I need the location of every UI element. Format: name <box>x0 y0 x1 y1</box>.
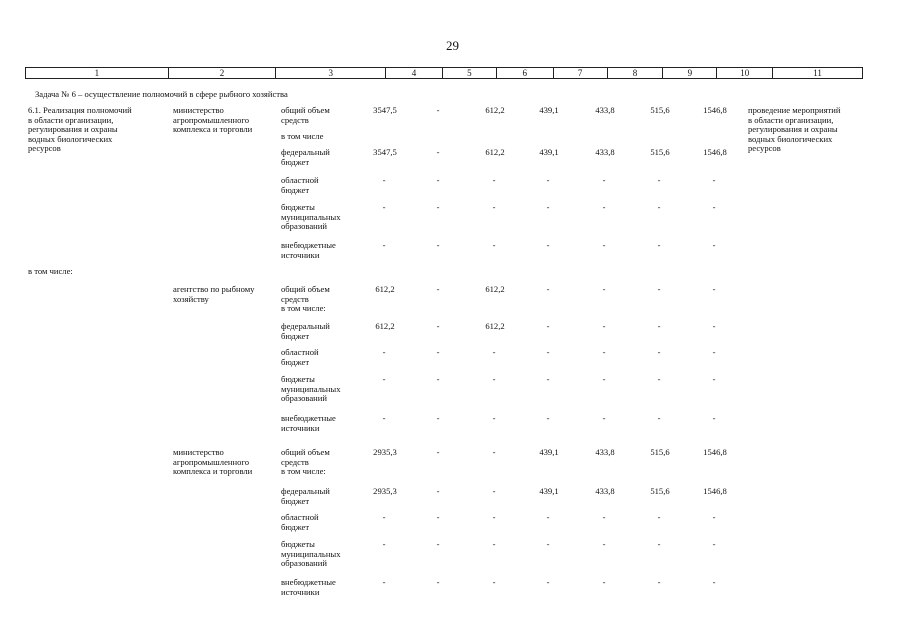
header-col-1: 1 <box>94 68 100 78</box>
result-line: проведение мероприятий <box>748 105 841 115</box>
header-col-4: 4 <box>385 68 442 78</box>
value-cell: 433,8 <box>595 447 615 457</box>
value-cell: - <box>602 202 606 212</box>
value-cell: 3547,5 <box>373 105 397 115</box>
value-cell: - <box>436 413 440 423</box>
value-cell: - <box>602 284 606 294</box>
row-label-line: внебюджетные <box>281 413 336 423</box>
value-cell: - <box>436 321 440 331</box>
value-cell: 1546,8 <box>703 486 727 496</box>
value-cell: - <box>382 413 386 423</box>
value-cell: - <box>492 240 496 250</box>
value-cell: - <box>382 577 386 587</box>
row-label-line: средств <box>281 114 309 125</box>
row-label-line: областной <box>281 512 319 522</box>
value-cell: - <box>657 539 661 549</box>
executor-line: агентство по рыбному <box>173 284 255 294</box>
row-label-line: в том числе <box>281 131 324 141</box>
row-label-line: средств <box>281 293 309 304</box>
row-label-line: областной <box>281 347 319 357</box>
value-cell: 515,6 <box>650 486 670 496</box>
row-label-line: в том числе: <box>281 466 326 477</box>
value-cell: 2935,3 <box>373 447 397 457</box>
value-cell: 612,2 <box>485 284 505 294</box>
value-cell: 2935,3 <box>373 486 397 496</box>
row-label-line: бюджеты <box>281 374 315 384</box>
value-cell: - <box>436 512 440 522</box>
row-label-line: общий объем <box>281 284 330 294</box>
header-col-7: 7 <box>553 68 607 78</box>
value-cell: - <box>546 374 550 384</box>
row-label-line: бюджет <box>281 156 310 167</box>
activity-line: в области организации, <box>28 114 114 125</box>
value-cell: - <box>546 175 550 185</box>
header-col-3: 3 <box>275 68 385 78</box>
value-cell: - <box>712 321 716 331</box>
value-cell: - <box>546 512 550 522</box>
value-cell: 515,6 <box>650 147 670 157</box>
value-cell: - <box>712 577 716 587</box>
value-cell: - <box>712 512 716 522</box>
row-label-line: бюджет <box>281 521 310 532</box>
value-cell: - <box>382 374 386 384</box>
value-cell: - <box>382 240 386 250</box>
value-cell: - <box>492 447 496 457</box>
row-label-line: бюджеты <box>281 202 315 212</box>
row-label-line: федеральный <box>281 147 330 157</box>
header-col-6: 6 <box>496 68 553 78</box>
value-cell: - <box>657 512 661 522</box>
value-cell: 612,2 <box>375 321 395 331</box>
value-cell: - <box>546 347 550 357</box>
value-cell: - <box>546 577 550 587</box>
value-cell: - <box>546 413 550 423</box>
in-that-number-label: в том числе: <box>28 266 73 276</box>
value-cell: - <box>436 175 440 185</box>
value-cell: - <box>657 577 661 587</box>
row-label-line: федеральный <box>281 321 330 331</box>
value-cell: - <box>492 347 496 357</box>
row-label-line: образований <box>281 393 327 404</box>
row-label-line: общий объем <box>281 105 330 115</box>
row-label-line: в том числе: <box>281 303 326 314</box>
value-cell: - <box>436 240 440 250</box>
row-label-line: бюджет <box>281 356 310 367</box>
value-cell: - <box>436 539 440 549</box>
value-cell: 1546,8 <box>703 447 727 457</box>
value-cell: - <box>436 105 440 115</box>
value-cell: - <box>382 539 386 549</box>
value-cell: - <box>382 512 386 522</box>
value-cell: - <box>602 321 606 331</box>
row-label-line: внебюджетные <box>281 577 336 587</box>
row-label-line: источники <box>281 586 320 597</box>
row-label-line: бюджет <box>281 330 310 341</box>
row-label-line: бюджет <box>281 495 310 506</box>
value-cell: - <box>492 539 496 549</box>
row-label-line: общий объем <box>281 447 330 457</box>
row-label-line: областной <box>281 175 319 185</box>
value-cell: - <box>546 321 550 331</box>
row-label-line: образований <box>281 221 327 232</box>
value-cell: 612,2 <box>485 321 505 331</box>
value-cell: - <box>492 486 496 496</box>
value-cell: 3547,5 <box>373 147 397 157</box>
value-cell: - <box>546 539 550 549</box>
activity-line: регулирования и охраны <box>28 124 118 135</box>
value-cell: - <box>492 175 496 185</box>
executor-line: комплекса и торговли <box>173 466 253 477</box>
value-cell: 1546,8 <box>703 147 727 157</box>
value-cell: - <box>712 202 716 212</box>
value-cell: - <box>602 413 606 423</box>
value-cell: - <box>546 284 550 294</box>
value-cell: - <box>436 374 440 384</box>
header-col-10: 10 <box>716 68 772 78</box>
result-line: ресурсов <box>748 143 781 154</box>
row-label-line: муниципальных <box>281 548 341 559</box>
value-cell: - <box>382 175 386 185</box>
row-label-line: федеральный <box>281 486 330 496</box>
executor-line: министерство <box>173 447 224 457</box>
row-label-line: средств <box>281 456 309 467</box>
result-line: регулирования и охраны <box>748 124 838 135</box>
header-col-5: 5 <box>442 68 496 78</box>
header-col-11: 11 <box>772 68 862 78</box>
value-cell: - <box>712 175 716 185</box>
value-cell: - <box>657 374 661 384</box>
value-cell: - <box>436 284 440 294</box>
table-header <box>25 67 863 79</box>
executor-line: агропромышленного <box>173 114 249 125</box>
executor-line: агропромышленного <box>173 456 249 467</box>
value-cell: - <box>436 486 440 496</box>
row-label-line: внебюджетные <box>281 240 336 250</box>
value-cell: - <box>602 347 606 357</box>
header-col-2: 2 <box>168 68 276 78</box>
value-cell: - <box>602 175 606 185</box>
value-cell: 612,2 <box>485 147 505 157</box>
value-cell: 515,6 <box>650 105 670 115</box>
row-label-line: бюджет <box>281 184 310 195</box>
executor-line: комплекса и торговли <box>173 124 253 135</box>
value-cell: - <box>657 284 661 294</box>
value-cell: - <box>657 321 661 331</box>
value-cell: - <box>492 202 496 212</box>
result-line: водных биологических <box>748 133 833 144</box>
value-cell: - <box>657 202 661 212</box>
value-cell: - <box>436 202 440 212</box>
value-cell: - <box>712 413 716 423</box>
row-label-line: муниципальных <box>281 211 341 222</box>
value-cell: - <box>436 147 440 157</box>
value-cell: - <box>546 202 550 212</box>
value-cell: - <box>492 413 496 423</box>
value-cell: - <box>602 577 606 587</box>
value-cell: 439,1 <box>539 105 559 115</box>
value-cell: - <box>436 447 440 457</box>
value-cell: - <box>712 374 716 384</box>
value-cell: - <box>436 347 440 357</box>
activity-line: водных биологических <box>28 133 113 144</box>
task-title: Задача № 6 – осуществление полномочий в сфере рыбного хозяйства <box>35 89 288 99</box>
row-label-line: образований <box>281 558 327 569</box>
value-cell: - <box>657 347 661 357</box>
value-cell: - <box>492 512 496 522</box>
row-label-line: муниципальных <box>281 383 341 394</box>
value-cell: - <box>712 539 716 549</box>
row-label-line: бюджеты <box>281 539 315 549</box>
value-cell: - <box>492 577 496 587</box>
value-cell: - <box>382 202 386 212</box>
value-cell: - <box>602 240 606 250</box>
value-cell: - <box>602 374 606 384</box>
row-label-line: источники <box>281 249 320 260</box>
value-cell: 612,2 <box>485 105 505 115</box>
value-cell: 515,6 <box>650 447 670 457</box>
value-cell: - <box>712 284 716 294</box>
value-cell: - <box>657 175 661 185</box>
value-cell: - <box>492 374 496 384</box>
value-cell: - <box>712 347 716 357</box>
row-label-line: источники <box>281 422 320 433</box>
value-cell: 1546,8 <box>703 105 727 115</box>
result-line: в области организации, <box>748 114 834 125</box>
executor-line: хозяйству <box>173 293 209 304</box>
executor-line: министерство <box>173 105 224 115</box>
activity-line: ресурсов <box>28 143 61 154</box>
header-col-8: 8 <box>607 68 663 78</box>
value-cell: - <box>602 539 606 549</box>
value-cell: - <box>712 240 716 250</box>
value-cell: 612,2 <box>375 284 395 294</box>
value-cell: 439,1 <box>539 147 559 157</box>
value-cell: 433,8 <box>595 147 615 157</box>
value-cell: - <box>602 512 606 522</box>
activity-line: 6.1. Реализация полномочий <box>28 105 132 115</box>
value-cell: 439,1 <box>539 447 559 457</box>
value-cell: - <box>657 240 661 250</box>
value-cell: 433,8 <box>595 486 615 496</box>
value-cell: - <box>546 240 550 250</box>
value-cell: 433,8 <box>595 105 615 115</box>
value-cell: - <box>657 413 661 423</box>
value-cell: 439,1 <box>539 486 559 496</box>
page-number: 29 <box>446 38 459 53</box>
value-cell: - <box>436 577 440 587</box>
header-col-9: 9 <box>662 68 716 78</box>
value-cell: - <box>382 347 386 357</box>
